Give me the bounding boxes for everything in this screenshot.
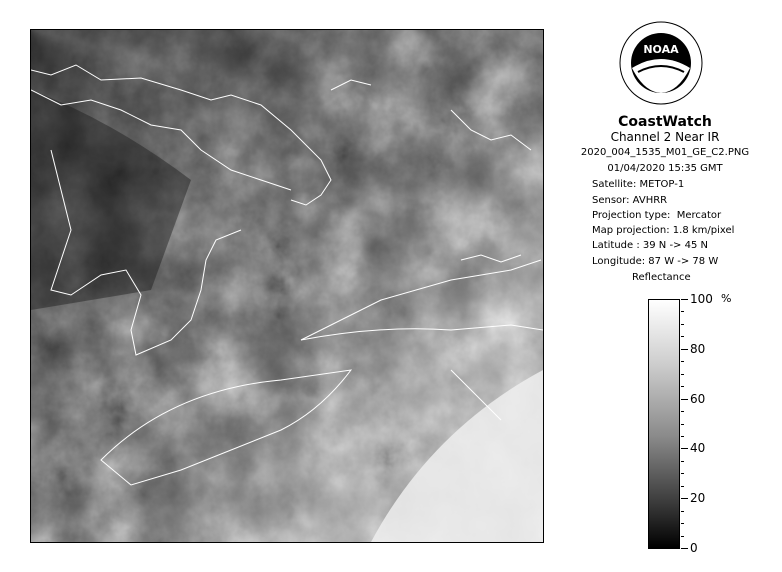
- colorbar-tick-label: 40: [690, 441, 706, 456]
- colorbar-major-tick: [681, 349, 688, 350]
- app-title: CoastWatch: [618, 114, 712, 130]
- satellite-label: Satellite: METOP-1: [592, 179, 685, 190]
- logo-text: NOAA: [643, 43, 679, 56]
- colorbar: [648, 299, 680, 549]
- colorbar-tick-label: 100: [690, 292, 713, 306]
- colorbar-minor-tick: [681, 436, 684, 437]
- colorbar-minor-tick: [681, 486, 684, 487]
- latitude-label: Latitude : 39 N -> 45 N: [592, 240, 708, 251]
- colorbar-units: %: [721, 292, 732, 305]
- colorbar-minor-tick: [681, 324, 684, 325]
- colorbar-major-tick: [681, 498, 688, 499]
- colorbar-tick-label: 60: [690, 391, 706, 406]
- colorbar-minor-tick: [681, 311, 684, 312]
- colorbar-tick-label: 80: [690, 341, 706, 356]
- projection-type-label: Projection type: Mercator: [592, 210, 722, 221]
- sensor-label: Sensor: AVHRR: [592, 195, 668, 206]
- noaa-logo: [618, 20, 704, 106]
- colorbar-tick-label: 20: [690, 491, 706, 506]
- satellite-image: [30, 29, 544, 543]
- colorbar-tick-label: 0: [690, 541, 698, 555]
- colorbar-minor-tick: [681, 424, 684, 425]
- map-projection-label: Map projection: 1.8 km/pixel: [592, 225, 735, 236]
- datetime-label: 01/04/2020 15:35 GMT: [607, 163, 723, 174]
- colorbar-minor-tick: [681, 411, 684, 412]
- filename-label: 2020_004_1535_M01_GE_C2.PNG: [580, 147, 750, 158]
- colorbar-major-tick: [681, 548, 688, 549]
- colorbar-major-tick: [681, 299, 688, 300]
- colorbar-major-tick: [681, 399, 688, 400]
- colorbar-minor-tick: [681, 473, 684, 474]
- colorbar-minor-tick: [681, 511, 684, 512]
- colorbar-minor-tick: [681, 536, 684, 537]
- channel-label: Channel 2 Near IR: [610, 130, 720, 144]
- colorbar-minor-tick: [681, 361, 684, 362]
- colorbar-minor-tick: [681, 336, 684, 337]
- colorbar-minor-tick: [681, 374, 684, 375]
- colorbar-major-tick: [681, 448, 688, 449]
- colorbar-title: Reflectance: [632, 272, 691, 283]
- colorbar-minor-tick: [681, 461, 684, 462]
- colorbar-minor-tick: [681, 386, 684, 387]
- longitude-label: Longitude: 87 W -> 78 W: [592, 256, 719, 267]
- colorbar-minor-tick: [681, 523, 684, 524]
- satellite-image-canvas: [31, 30, 543, 542]
